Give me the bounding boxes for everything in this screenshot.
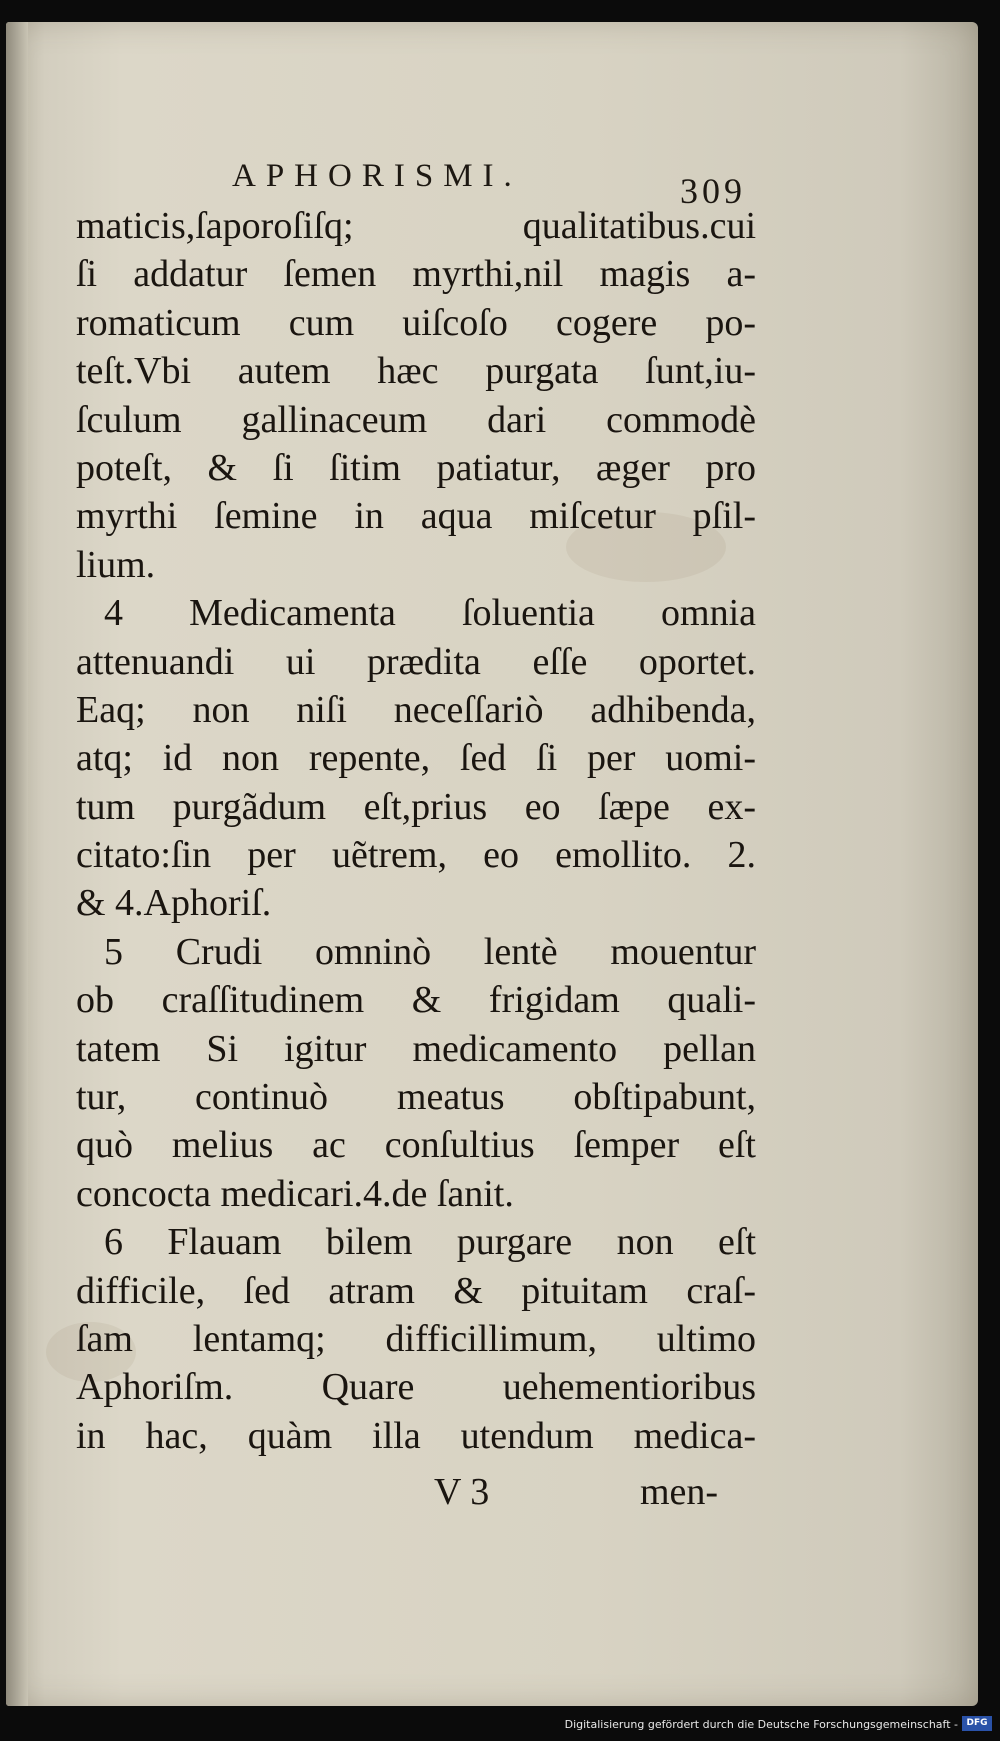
digitization-credit: Digitalisierung gefördert durch die Deutsche Forschungsgemeinschaft - [564, 1718, 958, 1731]
aphorism-4-start: 4 Medicamenta ſoluentia omnia [104, 592, 756, 635]
text-line: teſt.Vbi autem hæc purgata ſunt,iu- [76, 350, 756, 393]
text-line: concocta medicari.4.de ſanit. [76, 1172, 514, 1215]
dfg-logo: DFG [962, 1716, 992, 1731]
body-text [76, 202, 756, 1460]
catchword: men- [640, 1471, 719, 1513]
aphorism-5-start: 5 Crudi omninò lentè mouentur [104, 930, 756, 973]
page-number: 309 [680, 171, 746, 211]
text-line: quò melius ac conſultius ſemper eſt [76, 1124, 756, 1167]
text-line: difficile, ſed atram & pituitam craſ- [76, 1269, 756, 1312]
text-line: tur, continuò meatus obſtipabunt, [76, 1076, 756, 1119]
text-line: tum purgãdum eſt,prius eo ſæpe ex- [76, 785, 756, 828]
running-head: APHORISMI. [232, 158, 522, 194]
text-line: ſam lentamq; difficillimum, ultimo [76, 1317, 756, 1360]
signature-mark: V 3 [434, 1471, 490, 1513]
text-line: Eaq; non niſi neceſſariò adhibenda, [76, 688, 756, 731]
page-gutter-edge [6, 22, 28, 1706]
text-line: Aphoriſm. Quare uehementioribus [76, 1366, 756, 1409]
text-line: tatem Si igitur medicamento pellan [76, 1027, 756, 1070]
text-line: attenuandi ui prædita eſſe oportet. [76, 640, 756, 683]
text-line: myrthi ſemine in aqua miſcetur pſil- [76, 495, 756, 538]
text-line: in hac, quàm illa utendum medica- [76, 1414, 756, 1457]
text-line: poteſt, & ſi ſitim patiatur, æger pro [76, 446, 756, 489]
text-line: ſi addatur ſemen myrthi,nil magis a- [76, 253, 756, 296]
text-line: & 4.Aphoriſ. [76, 882, 272, 925]
text-line: lium. [76, 543, 156, 586]
text-line: ob craſſitudinem & frigidam quali- [76, 979, 756, 1022]
text-line: romaticum cum uiſcoſo cogere po- [76, 301, 756, 344]
text-line: citato:ſin per uẽtrem, eo emollito. 2. [76, 834, 756, 877]
text-line: maticis,ſaporoſiſq; qualitatibus.cui [76, 205, 756, 247]
text-line: atq; id non repente, ſed ſi per uomi- [76, 737, 756, 780]
text-line: ſculum gallinaceum dari commodè [76, 398, 756, 441]
aphorism-6-start: 6 Flauam bilem purgare non eſt [104, 1221, 756, 1264]
